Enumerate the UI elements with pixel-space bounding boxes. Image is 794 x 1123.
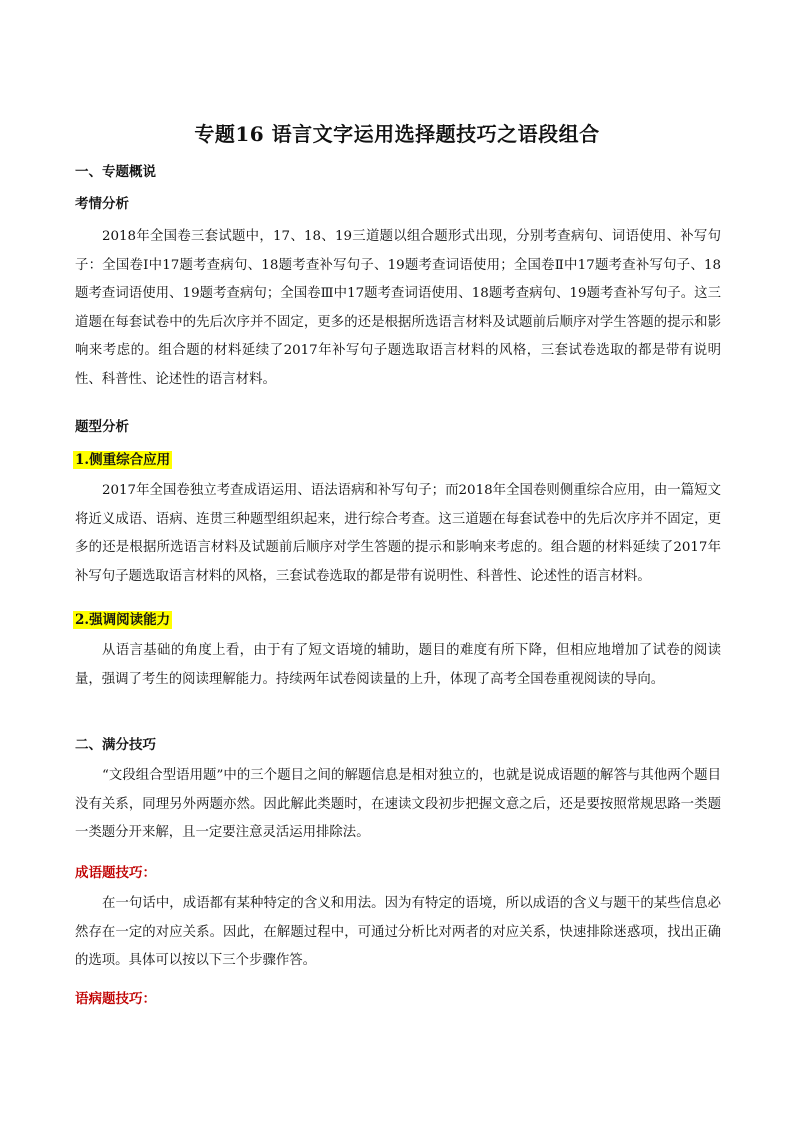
paragraph-point-1: 2017年全国卷独立考查成语运用、语法语病和补写句子；而2018年全国卷则侧重综合应用，由一篇短文将近义成语、语病、连贯三种题型组织起来，进行综合考查。这三道题在每套试卷中的先后次序并不固定，更多的还是根据所选语言材料及试题前后顺序对学生答题的提示和影响来考虑的。组合题的材料延续了2017年补写句子题选取语言材料的风格，三套试卷选取的都是带有说明性、科普性、论述性的语言材料。 [75,483,721,584]
subheading-idiom-skills: 成语题技巧： [75,865,156,881]
paragraph-point-2: 从语言基础的角度上看，由于有了短文语境的辅助，题目的难度有所下降，但相应地增加了试卷的阅读量，强调了考生的阅读理解能力。持续两年试卷阅读量的上升，体现了高考全国卷重视阅读的导向。 [75,643,721,687]
section-heading-skills: 二、满分技巧 [75,737,156,753]
paragraph-exam-analysis: 2018年全国卷三套试题中，17、18、19三道题以组合题形式出现，分别考查病句、词语使用、补写句子：全国卷Ⅰ中17题考查病句、18题考查补写句子、19题考查词语使用；全国卷Ⅱ中17题考查补写句子、18题考查词语使用、19题考查病句；全国卷Ⅲ中17题考查词语使用、18题考查病句、19题考查补写句子。这三道题在每套试卷中的先后次序并不固定，更多的还是根据所选语言材料及试题前后顺序对学生答题的提示和影响来考虑的。组合题的材料延续了2017年补写句子题选取语言材料的风格，三套试卷选取的都是带有说明性、科普性、论述性的语言材料。 [75,229,721,387]
document-title: 专题16 语言文字运用选择题技巧之语段组合 [194,122,600,146]
highlight-point-2: 2.强调阅读能力 [75,612,171,628]
section-heading-overview: 一、专题概说 [75,164,156,180]
subheading-question-type: 题型分析 [75,419,129,435]
paragraph-idiom-skills: 在一句话中，成语都有某种特定的含义和用法。因为有特定的语境，所以成语的含义与题干的某些信息必然存在一定的对应关系。因此，在解题过程中，可通过分析比对两者的对应关系，快速排除迷惑项，找出正确的选项。具体可以按以下三个步骤作答。 [75,896,721,969]
subheading-grammar-skills: 语病题技巧： [75,991,156,1007]
highlight-point-1: 1.侧重综合应用 [75,452,171,468]
subheading-exam-analysis: 考情分析 [75,196,129,212]
paragraph-skills-intro: “文段组合型语用题”中的三个题目之间的解题信息是相对独立的，也就是说成语题的解答与其他两个题目没有关系，同理另外两题亦然。因此解此类题时，在速读文段初步把握文意之后，还是要按照常规思路一类题一类题分开来解，且一定要注意灵活运用排除法。 [75,768,721,841]
